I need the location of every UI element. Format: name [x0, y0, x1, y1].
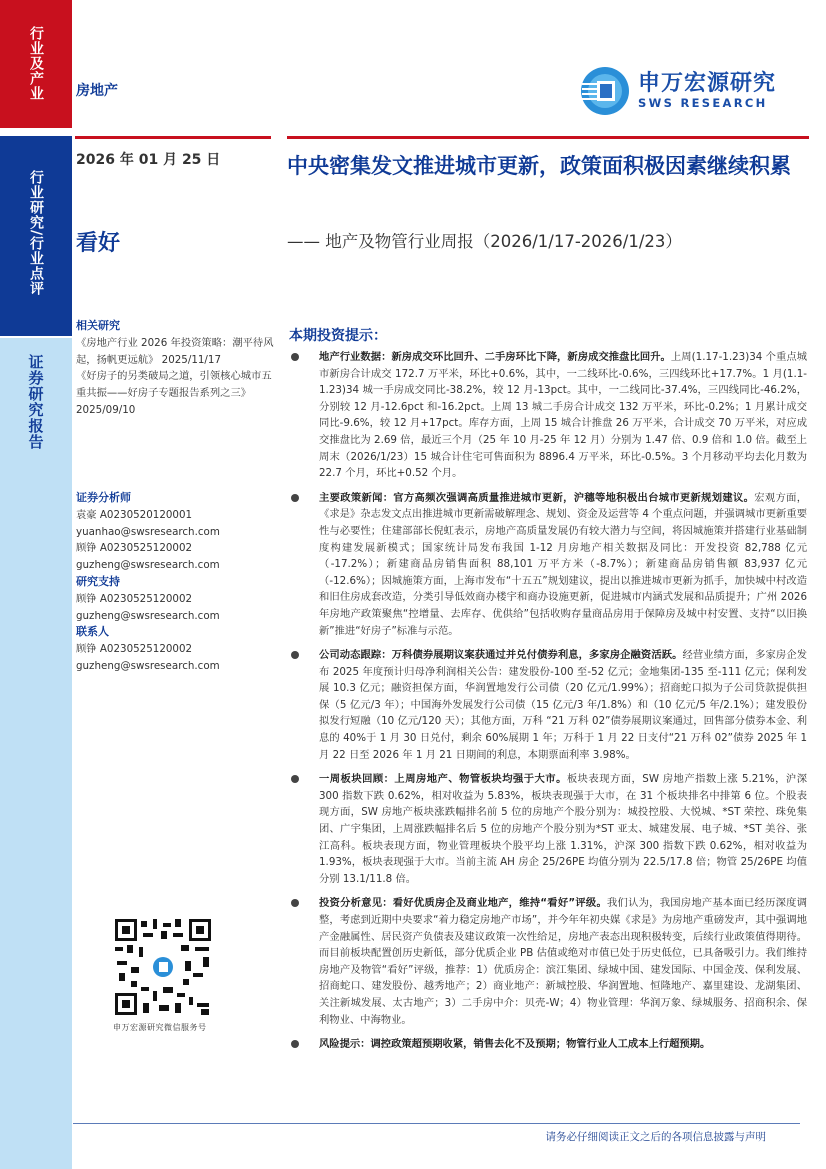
bullet-icon — [291, 651, 299, 659]
highlight-bullet-sector-review — [289, 771, 807, 887]
investment-highlights — [289, 325, 807, 1061]
bullet-icon — [291, 494, 299, 502]
band-label-report-type: 行业研究/行业点评 — [28, 170, 44, 297]
divider-right — [287, 136, 809, 139]
divider-left — [75, 136, 271, 139]
bullet-icon — [291, 353, 299, 361]
bullet-lead: 投资分析意见：看好优质房企及商业地产，维持“看好”评级。 — [319, 897, 608, 910]
contact-heading: 联系人 — [76, 625, 109, 639]
report-title: 中央密集发文推进城市更新，政策面积极因素继续积累 — [287, 154, 791, 178]
support-email[interactable]: guzheng@swsresearch.com — [76, 609, 220, 622]
logo-text-cn: 申万宏源研究 — [638, 71, 777, 96]
analyst-line: 袁豪 A0230520120001 — [76, 508, 193, 521]
rating-badge: 看好 — [76, 231, 121, 256]
sidebar-band-securities-report — [0, 338, 72, 1169]
bullet-body: 板块表现方面，SW 房地产指数上涨 5.21%，沪深 300 指数下跌 0.62%，相对收益为 5.83%，板块表现强于大市，在 31 个板块排名中排第 6 位。个股表现方面，SW 房地产板块涨跌幅排名前 5 位的房地产个股分别为：城投控股、大悦城、*ST 荣控、珠免集团、广宇集团，上周涨跌幅排名后 5 位的房地产个股分别为*ST 亚太、城建发展、电子城、*ST 美谷、张江高科。板块表现方面，物业管理板块个股平均上涨 1.31%，沪深 300 指数下跌 0.62%，相对收益为 1.93%，板块表现强于大市。当前主流 AH 房企 25/26PE 均值分别为 22.5/17.8 倍；物管 25/26PE 均值分别 13.1/11.8 倍。 — [319, 773, 807, 885]
highlight-bullet-investment-view — [289, 895, 807, 1028]
logo-text-en: SWS RESEARCH — [638, 96, 768, 110]
bullet-body: 宏观方面，《求是》杂志发文点出推进城市更新需破解理念、规划、资金及运营等 4 个重点问题，并强调城市更新重要性与必要性；住建部部长倪虹表示，房地产高质量发展仍有较大潜力与空间，将因城施策并搭建行业基础制度构建发展新模式；国家统计局发布我国 1-12 月房地产相关数据及同比：开发投资 82,788 亿元（-17.2%）；新建商品房销售面积 88,101 万平方米（-8.7%）；新建商品房销售额 83,937 亿元（-12.6%）；因城施策方面，上海市发布“十五五”规划建议，提出以推进城市更新为抓手，加快城中村改造和旧住房成套改造，分类引导低效商办楼宇和商办设施更新，促进城市内涵式发展和品质提升；广州 2026 年房地产政策聚焦“控增量、去库存、优供给”包括收购存量商品房用于保障房及城中村安置、支持“以旧换新”推进“好房子”标准与示范。 — [319, 491, 808, 637]
bullet-lead: 一周板块回顾：上周房地产、物管板块均强于大市。 — [319, 773, 567, 786]
band-label-securities-report: 证券研究报告 — [26, 354, 45, 450]
industry-category: 房地产 — [76, 83, 118, 99]
related-research-heading: 相关研究 — [76, 319, 120, 332]
bullet-lead: 公司动态跟踪：万科债券展期议案获通过并兑付债券利息，多家房企融资活跃。 — [319, 649, 683, 662]
sws-logo-icon — [580, 66, 630, 116]
sws-research-logo — [580, 66, 776, 116]
related-research-item[interactable]: 《好房子的另类破局之道，引领核心城市五重共振——好房子专题报告系列之三》 2025/09/10 — [76, 370, 272, 416]
sidebar-band-report-type — [0, 136, 72, 336]
wechat-qr-code — [113, 917, 213, 1017]
analyst-email[interactable]: guzheng@swsresearch.com — [76, 559, 220, 572]
band-label-industry: 行业及产业 — [28, 26, 44, 101]
bullet-body: 经营业绩方面，多家房企发布 2025 年度预计归母净利润相关公告：建发股份-100 至-52 亿元；金地集团-135 至-111 亿元；保利发展 10.3 亿元；融资担保方面，华润置地发行公司债（20 亿元/1.99%）；招商蛇口拟为子公司贷款提供担保（5 亿元/3 年）；中国海外发展发行公司债（15 亿元/3 年/1.8%）和（10 亿元/5 年/2.1%）；建发股份拟发行短融（10 亿元/120 天）；其他方面，万科 “21 万科 02”债券展期议案通过，回售部分债券本金、利息的 40%于 1 月 30 日兑付，剩余 60%展期 1 年；万科于 1 月 22 日支付“21 万科 02”债券 2025 年 1 月 22 日至 2026 年 1 月 21 日期间的利息，本期票面利率 3.98%。 — [319, 649, 807, 761]
bullet-icon — [291, 1040, 299, 1048]
sidebar-band-industry — [0, 0, 72, 128]
report-date: 2026 年 01 月 25 日 — [76, 152, 221, 168]
highlight-bullet-industry-data — [289, 349, 807, 482]
analyst-line: 顾铮 A0230525120002 — [76, 542, 193, 555]
highlight-bullet-risk — [289, 1036, 807, 1053]
highlights-heading: 本期投资提示： — [289, 328, 387, 344]
bullet-lead: 主要政策新闻：官方高频次强调高质量推进城市更新，沪穗等地积极出台城市更新规划建议。 — [319, 491, 755, 504]
support-line: 顾铮 A0230525120002 — [76, 592, 193, 605]
highlight-bullet-company-updates — [289, 647, 807, 763]
bullet-icon — [291, 899, 299, 907]
analyst-email[interactable]: yuanhao@swsresearch.com — [76, 525, 220, 538]
contact-line: 顾铮 A0230525120002 — [76, 643, 193, 656]
qr-caption: 申万宏源研究微信服务号 — [113, 1023, 207, 1032]
bullet-icon — [291, 775, 299, 783]
bullet-body: 我们认为，我国房地产基本面已经历深度调整，考虑到近期中央要求“着力稳定房地产市场”，并今年年初央媒《求是》为房地产重磅发声，其中强调地产金融属性、居民资产负债表及建议政策一次性给足，房地产表态出现积极转变，后续行业政策值得期待。而目前板块配置创历史新低，部分优质企业 PB 估值或绝对市值已处于历史低位，已具备吸引力。我们维持房地产及物管“看好”评级，推荐：1）优质房企：滨江集团、绿城中国、建发国际、中国金茂、保利发展、招商蛇口、建发股份、越秀地产；2）商业地产：新城控股、华润置地、恒隆地产、嘉里建设、龙湖集团、关注新城发展、太古地产；3）二手房中介：贝壳-W；4）物业管理：华润万象、绿城服务、招商积余、保利物业、中海物业。 — [319, 897, 807, 1026]
bullet-lead: 地产行业数据：新房成交环比回升、二手房环比下降，新房成交推盘比回升。 — [319, 351, 671, 363]
analyst-contacts — [76, 490, 276, 675]
bullet-body: 上周(1.17-1.23)34 个重点城市新房合计成交 172.7 万平米，环比+0.6%，其中，一二线环比-0.6%，三四线环比+17.7%。1 月(1.1-1.23)34 城一手房成交同比-38.2%，较 12 月-13pct。其中，一二线同比-37.4%，三四线同比-46.2%，分别较 12 月-12.6pct 和-16.2pct。上周 13 城二手房合计成交 132 万平米，环比-0.2%；1 月累计成交同比-9.6%，较 12 月+17pct。库存方面，上周 15 城合计推盘 26 万平米，合计成交 70 万平米，对应成交推盘比为 2.69 倍，最近三个月（25 年 10 月-25 年 12 月）分别为 1.47 倍、0.9 倍和 1.0 倍。截至上周末（2026/1/23）15 城合计住宅可售面积为 8896.4 万平米，环比-0.5%。3 个月移动平均去化月数为 22.7 个月，环比+0.52 个月。 — [319, 351, 808, 480]
related-research — [76, 318, 276, 419]
analysts-heading: 证券分析师 — [76, 491, 131, 504]
research-support-heading: 研究支持 — [76, 574, 120, 588]
bullet-lead: 风险提示：调控政策超预期收紧，销售去化不及预期；物管行业人工成本上行超预期。 — [319, 1038, 711, 1051]
highlight-bullet-policy-news — [289, 490, 807, 639]
report-subtitle: —— 地产及物管行业周报（2026/1/17-2026/1/23） — [287, 232, 682, 251]
footer-disclaimer[interactable]: 请务必仔细阅读正文之后的各项信息披露与声明 — [545, 1131, 766, 1143]
footer-divider — [73, 1123, 800, 1124]
related-research-item[interactable]: 《房地产行业 2026 年投资策略：潮平待风起，扬帆更远航》 2025/11/17 — [76, 336, 274, 366]
contact-email[interactable]: guzheng@swsresearch.com — [76, 659, 220, 672]
